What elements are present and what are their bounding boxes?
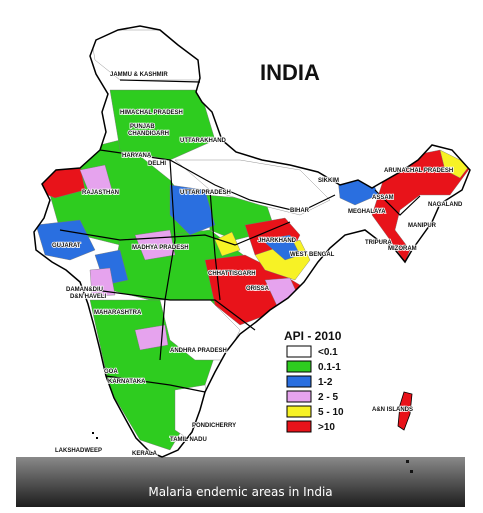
label-maharashtra: MAHARASHTRA bbox=[94, 310, 142, 316]
label-tamil-nadu: TAMIL NADU bbox=[170, 437, 207, 443]
label-rajasthan: RAJASTHAN bbox=[82, 190, 120, 196]
legend-label: 0.1-1 bbox=[318, 362, 341, 373]
label-orissa: ORISSA bbox=[246, 286, 270, 292]
label-punjab: PUNJAB bbox=[130, 124, 155, 130]
label-pondicherry: PONDICHERRY bbox=[192, 423, 237, 429]
legend-label: 5 - 10 bbox=[318, 407, 344, 418]
label-delhi: DELHI bbox=[148, 161, 166, 167]
lakshadweep-dot bbox=[96, 437, 98, 439]
legend-label: >10 bbox=[318, 422, 335, 433]
caption-bar bbox=[16, 457, 465, 507]
label-chandigarh: CHANDIGARH bbox=[128, 131, 169, 137]
label-lakshadweep: LAKSHADWEEP bbox=[55, 448, 103, 454]
label-bihar: BIHAR bbox=[290, 208, 309, 214]
lakshadweep-dots bbox=[92, 432, 94, 434]
legend-swatch bbox=[287, 346, 311, 357]
label-sikkim: SIKKIM bbox=[318, 178, 339, 184]
label-madhya-pradesh: MADHYA PRADESH bbox=[132, 245, 189, 251]
label-uttarakhand: UTTARAKHAND bbox=[180, 138, 226, 144]
legend-label: 2 - 5 bbox=[318, 392, 339, 403]
label-manipur: MANIPUR bbox=[408, 223, 436, 229]
caption-text: Malaria endemic areas in India bbox=[148, 485, 333, 499]
label-assam: ASSAM bbox=[372, 195, 394, 201]
label-himachal: HIMACHAL PRADESH bbox=[120, 110, 183, 116]
legend-swatch bbox=[287, 391, 311, 402]
label-andhra: ANDHRA PRADESH bbox=[170, 348, 227, 354]
legend-swatch bbox=[287, 361, 311, 372]
legend-swatch bbox=[287, 376, 311, 387]
legend bbox=[284, 329, 344, 433]
label-jammu-kashmir: JAMMU & KASHMIR bbox=[110, 72, 168, 78]
map-title: INDIA bbox=[260, 60, 320, 85]
label-goa: GOA bbox=[104, 369, 118, 375]
label-tripura: TRIPURA bbox=[365, 240, 392, 246]
label-mizoram: MIZORAM bbox=[388, 246, 417, 252]
label-nagaland: NAGALAND bbox=[428, 202, 463, 208]
label-jharkhand: JHARKHAND bbox=[258, 238, 297, 244]
label-daman-diu: DAMAN&DIU bbox=[66, 287, 103, 293]
label-kerala: KERALA bbox=[132, 451, 157, 457]
label-karnataka: KARNATAKA bbox=[108, 379, 146, 385]
label-meghalaya: MEGHALAYA bbox=[348, 209, 386, 215]
label-uttar-pradesh: UTTAR PRADESH bbox=[180, 190, 231, 196]
legend-label: 1-2 bbox=[318, 377, 333, 388]
label-haryana: HARYANA bbox=[122, 153, 152, 159]
label-an-islands: A&N ISLANDS bbox=[372, 407, 414, 413]
legend-swatch bbox=[287, 406, 311, 417]
label-arunachal: ARUNACHAL PRADESH bbox=[384, 168, 454, 174]
legend-swatch bbox=[287, 421, 311, 432]
legend-label: <0.1 bbox=[318, 347, 338, 358]
label-west-bengal: WEST BENGAL bbox=[290, 252, 335, 258]
legend-title: API - 2010 bbox=[284, 329, 342, 343]
label-gujarat: GUJARAT bbox=[52, 243, 81, 249]
label-chhattisgarh: CHHATTISGARH bbox=[208, 271, 256, 277]
label-dnh: D&N HAVELI bbox=[70, 294, 107, 300]
